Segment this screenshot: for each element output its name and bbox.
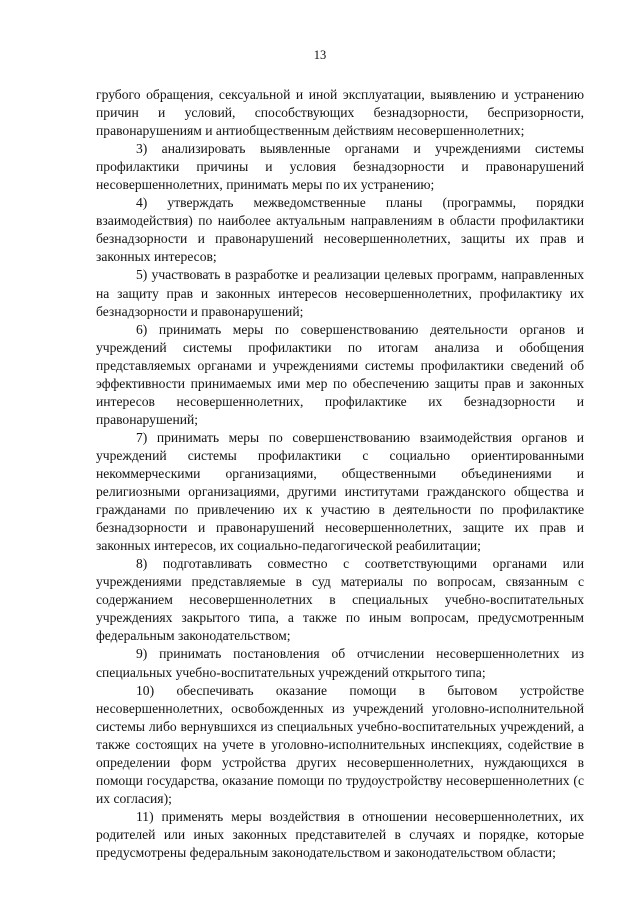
page-number: 13 [313,48,327,62]
paragraph-item-9: 9) принимать постановления об отчислении несовершеннолетних из специальных учебно-воспитательных учреждений открытого типа; [96,646,584,680]
paragraph-item-7: 7) принимать меры по совершенствованию взаимодействия органов и учреждений системы профилактики с социально ориентированными некоммерческими организациями, общественными объединениями и религиозными организациями, другими институтами гражданского общества и гражданами по привлечению их к участию в деятельности по профилактике безнадзорности и правонарушений несовершеннолетних, защите их прав и законных интересов, их социально-педагогической реабилитации; [96,429,584,554]
paragraph-item-11: 11) применять меры воздействия в отношении несовершеннолетних, их родителей или иных законных представителей в случаях и порядке, которые предусмотрены федеральным законодательством и законодательством области; [96,808,584,860]
paragraph-item-8: 8) подготавливать совместно с соответствующими органами или учреждениями представляемые в суд материалы по вопросам, связанным с содержанием несовершеннолетних в специальных учебно-воспитательных учреждениях закрытого типа, а также по иным вопросам, предусмотренным федеральным законодательством; [96,556,584,644]
paragraph-item-6: 6) принимать меры по совершенствованию деятельности органов и учреждений системы профилактики по итогам анализа и обобщения представляемых органами и учреждениями системы профилактики сведений об эффективности принимаемых ими мер по обеспечению защиты прав и законных интересов несовершеннолетних, профилактике их безнадзорности и правонарушений; [96,321,584,427]
paragraph-item-3: 3) анализировать выявленные органами и учреждениями системы профилактики причины и условия безнадзорности и правонарушений несовершеннолетних, принимать меры по их устранению; [96,141,584,193]
body-text [96,86,584,862]
paragraph-continuation: грубого обращения, сексуальной и иной эксплуатации, выявлению и устранению причин и условий, способствующих безнадзорности, беспризорности, правонарушениям и антиобщественным действиям несовершеннолетних; [96,87,584,139]
paragraph-item-5: 5) участвовать в разработке и реализации целевых программ, направленных на защиту прав и законных интересов несовершеннолетних, профилактику их безнадзорности и правонарушений; [96,267,584,319]
paragraph-item-10: 10) обеспечивать оказание помощи в бытовом устройстве несовершеннолетних, освобожденных из учреждений уголовно-исполнительной системы либо вернувшихся из специальных учебно-воспитательных учреждений, а также состоящих на учете в уголовно-исполнительных инспекциях, содействие в определении форм устройства других несовершеннолетних, нуждающихся в помощи государства, оказание помощи по трудоустройству несовершеннолетних (с их согласия); [96,682,584,806]
paragraph-item-4: 4) утверждать межведомственные планы (программы, порядки взаимодействия) по наиболее актуальным направлениям в области профилактики безнадзорности и правонарушений несовершеннолетних, защиты их прав и законных интересов; [96,195,584,265]
